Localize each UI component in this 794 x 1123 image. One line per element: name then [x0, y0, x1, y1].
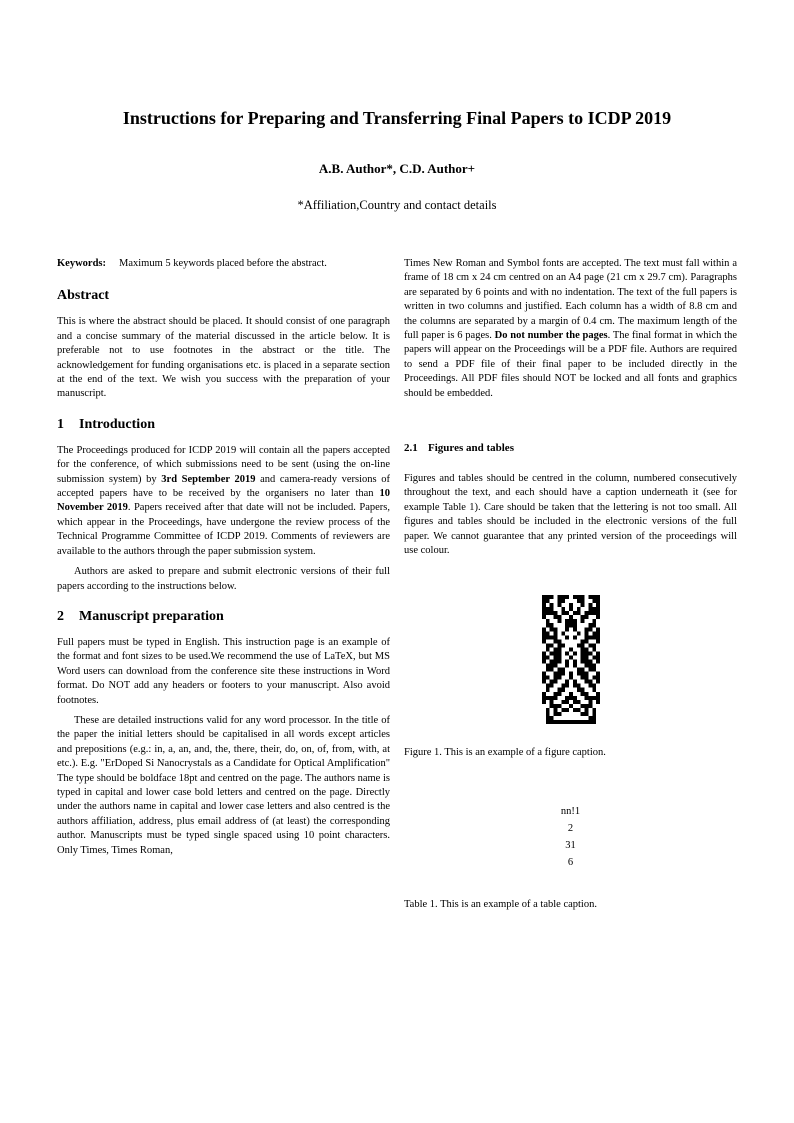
- paper-title: Instructions for Preparing and Transferring Final Papers to ICDP 2019: [122, 108, 672, 128]
- section-1-heading: [57, 416, 390, 434]
- figure-1: [404, 595, 737, 729]
- figure-1-ornament-image: [542, 595, 600, 724]
- section-2-heading: [57, 608, 390, 626]
- table-1-caption: Table 1. This is an example of a table caption.: [404, 898, 597, 910]
- table-row: 2: [567, 822, 574, 834]
- intro-paragraph-1: The Proceedings produced for ICDP 2019 will contain all the papers accepted for the conference, of which submissions need to be sent (using the on-line submission system) by 3rd September 2019 and camera-ready versions of accepted papers have to be received by the organisers no later than 10 November 2019. Papers received after that date will not be included. Papers, which appear in the Proceedings, have undergone the review process of the Technical Programme Committee of ICDP 2019. Comments of reviewers are available to the authors through the paper submission system.: [57, 444, 390, 557]
- affiliation-line: *Affiliation,Country and contact details: [297, 198, 497, 212]
- table-row: nn!1: [560, 805, 581, 817]
- subsection-21-number: 2.1: [404, 442, 418, 455]
- figure-1-caption: Figure 1. This is an example of a figure caption.: [404, 746, 606, 758]
- format-paragraph: Times New Roman and Symbol fonts are accepted. The text must fall within a frame of 18 cm x 24 cm centred on an A4 page (21 cm x 29.7 cm). Paragraphs are separated by 6 points and with no indentation. The text of the full papers is written in two columns and justified. Each column has a width of 8.8 cm and the columns are separated by a margin of 0.4 cm. The maximum length of the full paper is 6 pages. Do not number the pages. The final format in which the papers will appear on the Proceedings will be a PDF file. Authors are required to send a PDF file of their final paper to be included directly in the Proceedings. All PDF files should NOT be locked and all fonts and graphics should be embedded.: [404, 258, 738, 399]
- right-column: [404, 257, 737, 912]
- manuscript-paragraph-1: Full papers must be typed in English. This instruction page is an example of the format and font sizes to be used.We recommend the use of LaTeX, but MS Word users can download from the conference site these instructions in Word format. Do NOT add any headers or footers to your manuscript. Also avoid footnotes.: [57, 636, 390, 706]
- manuscript-paragraph-2: These are detailed instructions valid for any word processor. In the title of the paper the initial letters should be capitalised in all words except articles and prepositions (e.g.: in, a, an, and, the, there, their, do, on, of, from, with, at etc.). E.g. "ErDoped Si Nanocrystals as a Candidate for Optical Amplification" The type should be boldface 18pt and centred on the page. The authors name is typed in capital and lower case bold letters and centred on the page. Directly under the authors name in capital and lower case letters and also centred is the authors affiliation, address, plus email address of (at least) the corresponding author. Manuscripts must be typed single spaced using 10 point characters. Only Times, Times Roman,: [57, 714, 390, 856]
- abstract-body: This is where the abstract should be placed. It should consist of one paragraph and a concise summary of the material discussed in the article below. It is preferable not to use footnotes in the abstract or the title. The acknowledgement for funding organisations etc. is placed in a separate section at the end of the text. We wish you success with the preparation of your manuscript.: [57, 316, 390, 400]
- subsection-21-heading: [404, 441, 737, 455]
- keywords-label: Keywords:: [57, 258, 106, 269]
- intro-paragraph-2: Authors are asked to prepare and submit electronic versions of their full papers according to the instructions below.: [57, 566, 390, 592]
- keywords-text: Maximum 5 keywords placed before the abstract.: [119, 258, 327, 269]
- left-column: [57, 257, 390, 912]
- section-2-number: 2: [57, 608, 64, 624]
- section-1-number: 1: [57, 416, 64, 432]
- figures-tables-paragraph: Figures and tables should be centred in the column, numbered consecutively throughout the text, and each should have a caption underneath it (see for example Table 1). Care should be taken that the lettering is not too small. All figures and tables should be included in the electronic versions of the full paper. We cannot guarantee that any printed version of the proceedings will use colour.: [404, 473, 737, 557]
- section-2-title: Manuscript preparation: [79, 608, 224, 624]
- table-1: [404, 803, 737, 871]
- table-row: 31: [565, 839, 576, 851]
- section-1-title: Introduction: [79, 416, 155, 432]
- subsection-21-title: Figures and tables: [428, 442, 514, 455]
- authors-line: A.B. Author*, C.D. Author+: [318, 161, 476, 176]
- keywords-line: [57, 257, 390, 271]
- table-row: 6: [567, 856, 574, 868]
- two-column-body: [57, 257, 737, 912]
- abstract-heading: Abstract: [57, 288, 110, 304]
